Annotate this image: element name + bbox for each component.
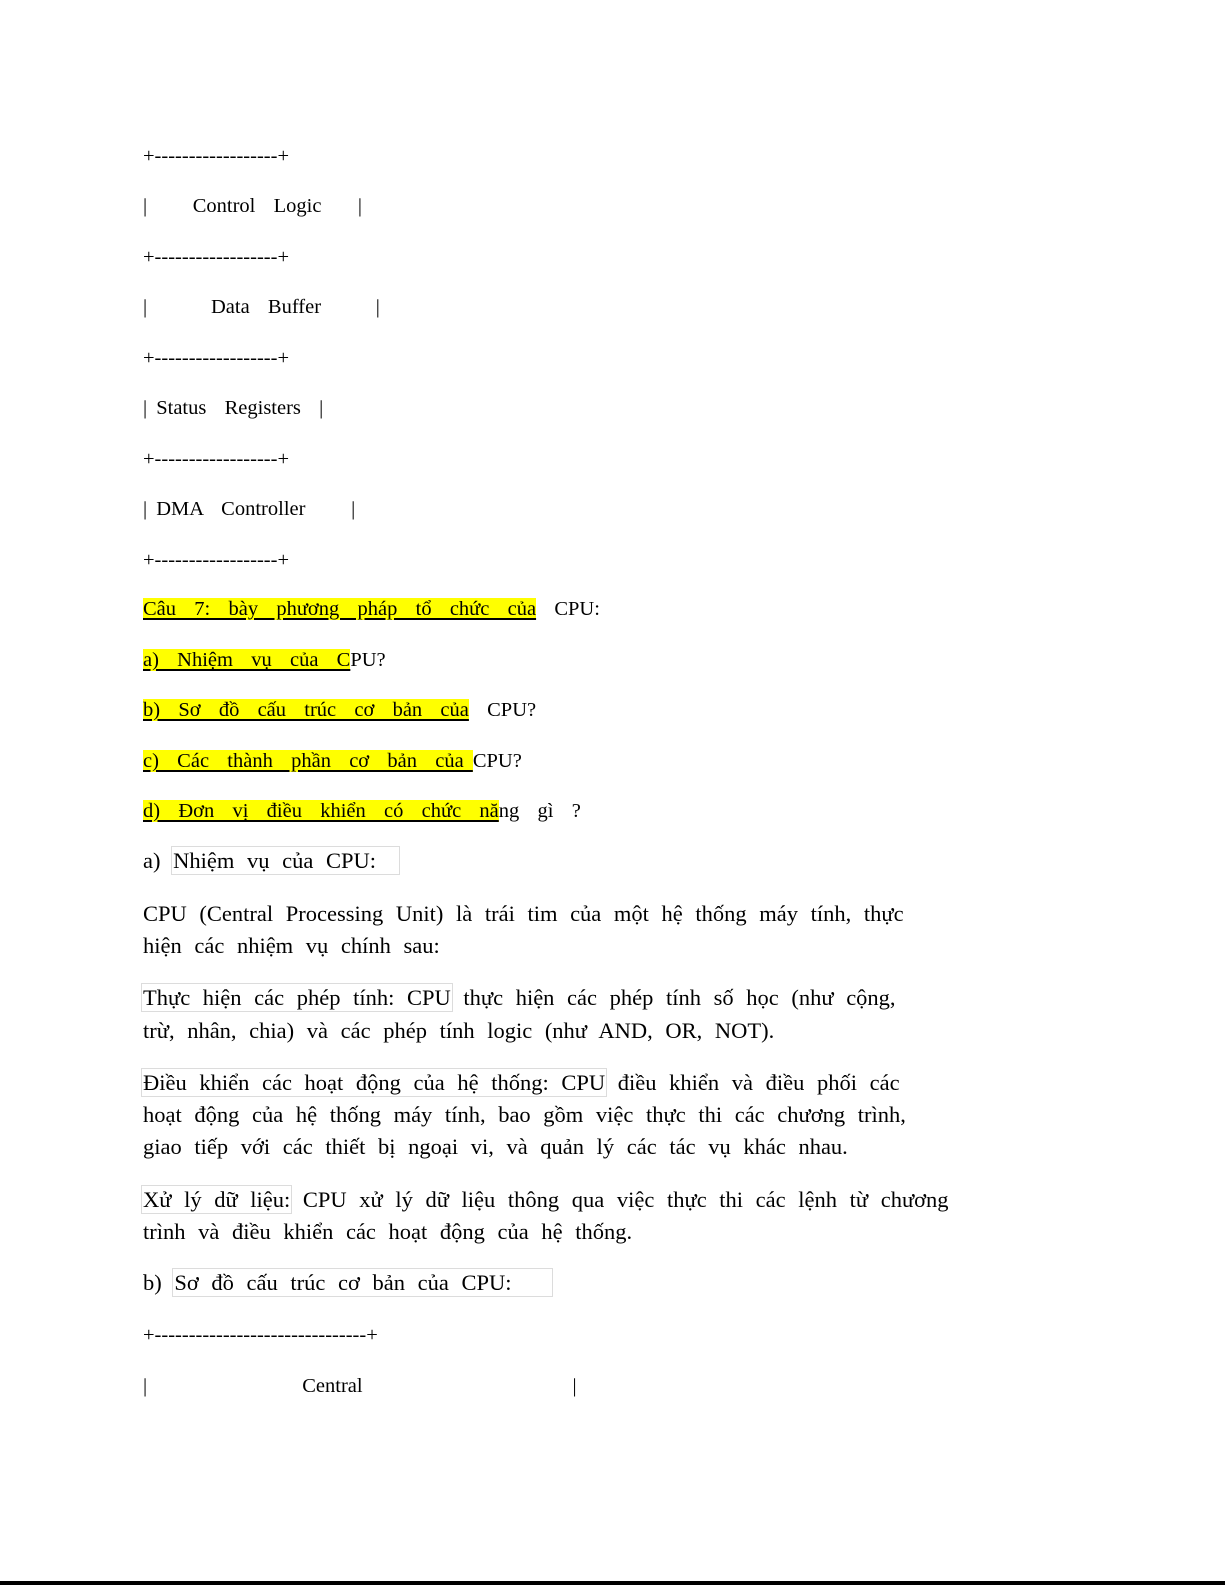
diagram2-row-central: | Central | bbox=[143, 1375, 577, 1397]
answer-point-1-line2: trừ, nhân, chia) và các phép tính logic (như AND, OR, NOT). bbox=[143, 1018, 775, 1043]
diagram2-border: +-------------------------------+ bbox=[143, 1324, 378, 1346]
diagram-row-control-logic: | Control Logic | bbox=[143, 195, 363, 217]
diagram-border: +------------------+ bbox=[143, 347, 290, 369]
diagram-row-status-registers: | Status Registers | bbox=[143, 397, 324, 419]
question-part-b bbox=[143, 698, 536, 722]
answer-a-prefix: a) bbox=[143, 848, 161, 873]
question-title-highlight: Câu 7: bày phương pháp tổ chức của bbox=[143, 598, 537, 620]
diagram-border: +------------------+ bbox=[143, 549, 290, 571]
diagram-border: +------------------+ bbox=[143, 145, 290, 167]
question-title-rest: CPU: bbox=[536, 598, 600, 620]
question-part-b-highlight: b) Sơ đồ cấu trúc cơ bản của bbox=[143, 699, 469, 721]
question-part-a bbox=[143, 648, 386, 672]
question-part-d-rest: ng gì ? bbox=[498, 800, 581, 822]
answer-point-2-label: Điều khiển các hoạt động của hệ thống: CPU bbox=[143, 1070, 606, 1095]
answer-point-3-line2: trình và điều khiển các hoạt động của hệ thống. bbox=[143, 1219, 633, 1244]
answer-b-heading-text: Sơ đồ cấu trúc cơ bản của CPU: bbox=[174, 1270, 551, 1295]
answer-b-prefix: b) bbox=[143, 1270, 162, 1295]
question-part-d bbox=[143, 799, 581, 823]
answer-a-heading bbox=[143, 845, 398, 877]
answer-point-3 bbox=[143, 1184, 949, 1216]
question-title bbox=[143, 597, 600, 621]
question-part-c bbox=[143, 749, 522, 773]
answer-point-2-rest: điều khiển và điều phối các bbox=[605, 1070, 900, 1095]
answer-point-3-rest: CPU xử lý dữ liệu thông qua việc thực thi các lệnh từ chương bbox=[290, 1187, 949, 1212]
question-part-c-highlight: c) Các thành phần cơ bản của bbox=[143, 750, 473, 772]
question-part-c-rest: CPU? bbox=[472, 750, 522, 772]
answer-point-1-rest: thực hiện các phép tính số học (như cộng, bbox=[450, 985, 896, 1010]
answer-intro-line2: hiện các nhiệm vụ chính sau: bbox=[143, 933, 440, 958]
diagram-border: +------------------+ bbox=[143, 246, 290, 268]
answer-point-2-line3: giao tiếp với các thiết bị ngoại vi, và quản lý các tác vụ khác nhau. bbox=[143, 1134, 848, 1159]
question-part-d-highlight: d) Đơn vị điều khiển có chức nă bbox=[143, 800, 499, 822]
question-part-a-rest: PU? bbox=[350, 649, 386, 671]
answer-point-1-label: Thực hiện các phép tính: CPU bbox=[143, 985, 451, 1010]
answer-point-3-label: Xử lý dữ liệu: bbox=[143, 1187, 291, 1212]
diagram-row-dma-controller: | DMA Controller | bbox=[143, 498, 356, 520]
answer-a-heading-text: Nhiệm vụ của CPU: bbox=[173, 848, 398, 873]
answer-point-2-line2: hoạt động của hệ thống máy tính, bao gồm việc thực thi các chương trình, bbox=[143, 1102, 906, 1127]
diagram-border: +------------------+ bbox=[143, 448, 290, 470]
answer-b-heading bbox=[143, 1267, 551, 1299]
page-bottom-rule bbox=[0, 1581, 1225, 1585]
answer-point-2 bbox=[143, 1067, 900, 1099]
question-part-a-highlight: a) Nhiệm vụ của C bbox=[143, 649, 351, 671]
diagram-row-data-buffer: | Data Buffer | bbox=[143, 296, 380, 318]
answer-intro-line1: CPU (Central Processing Unit) là trái tim của một hệ thống máy tính, thực bbox=[143, 901, 904, 926]
answer-point-1 bbox=[143, 982, 896, 1014]
question-part-b-rest: CPU? bbox=[468, 699, 537, 721]
